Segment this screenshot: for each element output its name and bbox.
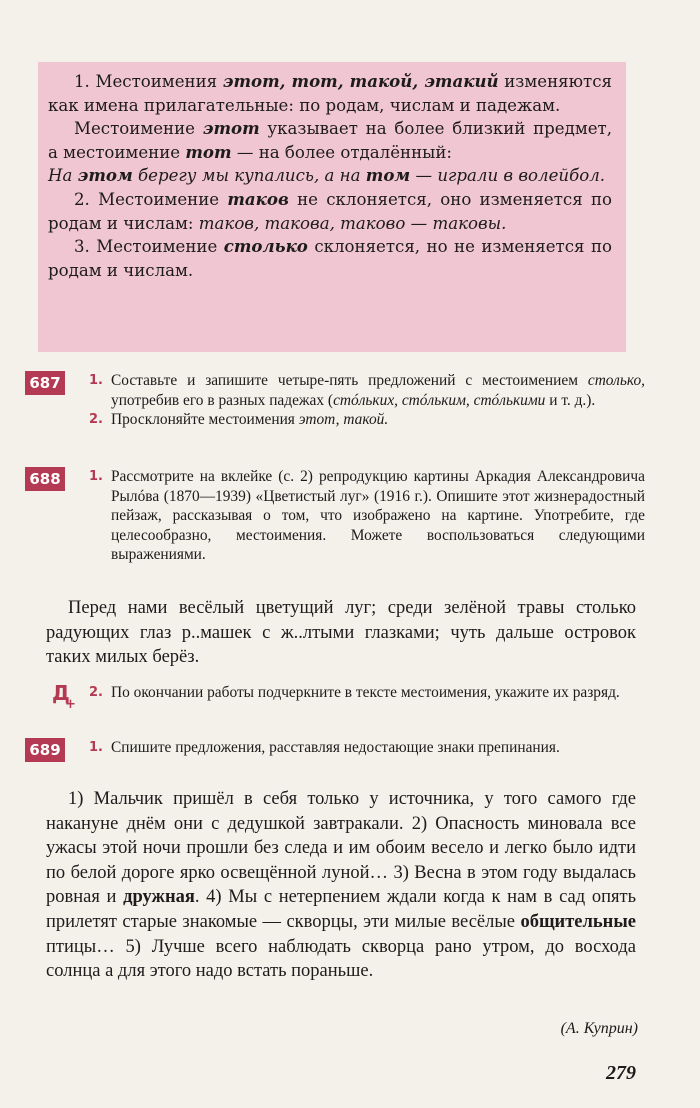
bold-word: общительные [520,911,636,932]
task-number-badge: 688 [25,467,65,491]
emphasized-word: этот [202,118,260,139]
emphasized-word: столько [223,236,308,257]
emphasized-pronouns: этот, тот, такой, этакий [222,71,499,91]
task-number-badge: 689 [25,738,65,762]
rule-example: На этом берегу мы купались, а на том — играли в волейбол. [48,165,606,186]
author-attribution: (А. Куприн) [560,1020,638,1037]
task-item: 2. Просклоняйте местоимения этот, такой. [89,411,389,428]
emphasized-word: таков [227,188,289,209]
rule-paragraph-1: 1. Местоимения этот, тот, такой, этакий изменяются как имена прилагательные: по родам, числам и падежам. [48,71,612,115]
meadow-text: Перед нами весёлый цветущий луг; среди зелёной травы столько радующих глаз р..машек с ж..лтыми глазками; чуть дальше островок таких милых берёз. [46,598,636,668]
rule-box [38,62,626,352]
emphasized-word: этом [77,165,133,186]
forms-italic: таков, такова, таково — таковы. [198,213,507,233]
task-number-badge: 687 [25,371,65,395]
task-item: 1. Составьте и запишите четыре-пять предложений с местоимением столько, употребив его в разных падежах (стóльких, стóльким, стóлькими и т. д.). [89,372,645,409]
bold-word: дружная [123,887,195,908]
task-687 [25,371,645,430]
rule-paragraph-4: 3. Местоимение столько склоняется, но не изменяется по родам и числам. [48,236,612,280]
exercise-text: 1) Мальчик пришёл в себя только у источника, у того самого где накануне днём они с дедушкой завтракали. 2) Опасность миновала все ужасы этой ночи прошли без следа и им обоим весело и легко было идти по белой дороге ярко освещённой луной… 3) Весна в этом году выдалась ровная и дружная. 4) Мы с нетерпением ждали когда к нам в сад опять прилетят старые знакомые — скворцы, эти милые весёлые общительные птицы… 5) Лучше всего наблюдать скворца рано утром, до восхода солнца а для этого надо встать пораньше. [46,789,637,982]
task-689 [25,738,645,758]
task-item: 1. Рассмотрите на вклейке (с. 2) репродукцию картины Аркадия Александровича Рылóва (1870—1939) «Цветистый луг» (1916 г.). Опишите этот жизнерадостный пейзаж, рассказывая о том, что изображено на картине. Употребите, где целесообразно, местоимения. Можете воспользоваться следующими выражениями. [89,468,645,563]
task-item: 1. Спишите предложения, расставляя недостающие знаки препинания. [89,739,560,756]
extra-task-icon: Д + [52,681,76,712]
page-number: 279 [606,1062,636,1084]
rule-paragraph-2: Местоимение этот указывает на более близкий предмет, а местоимение тот — на более отдалённый: [48,118,613,162]
emphasized-word: тот [185,141,232,162]
task-688-part-2 [25,681,645,712]
rule-paragraph-3: 2. Местоимение таков не склоняется, оно изменяется по родам и числам: таков, такова, таково — таковы. [48,188,612,233]
emphasized-word: том [365,165,411,186]
task-item: 2. По окончании работы подчеркните в тексте местоимения, укажите их разряд. [89,684,620,701]
task-688 [25,467,645,565]
